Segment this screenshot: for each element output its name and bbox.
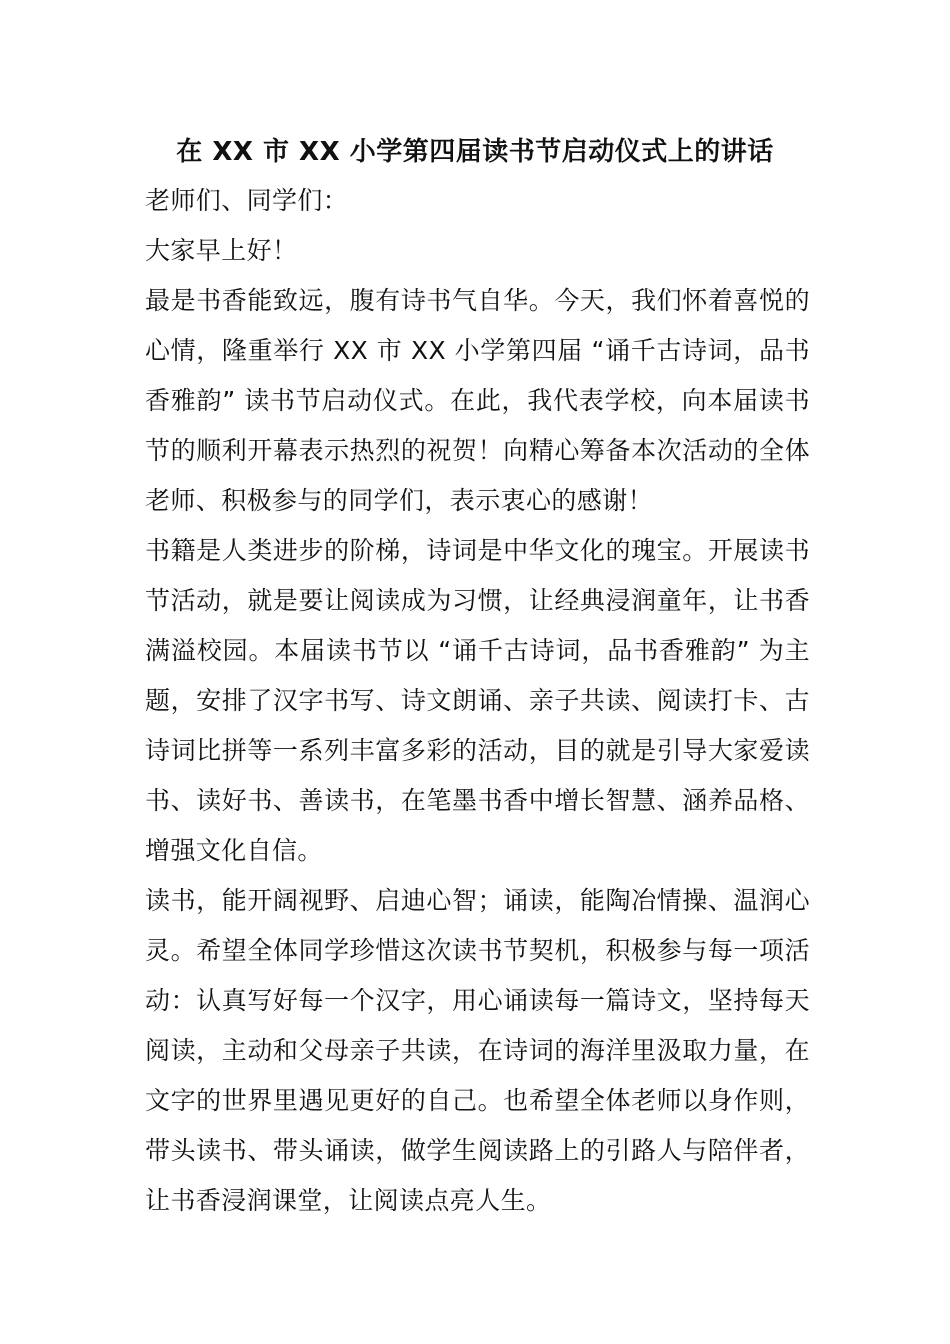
greeting: 大家早上好！ xyxy=(145,236,298,265)
paragraph-3: 读书，能开阔视野、启迪心智；诵读，能陶冶情操、温润心灵。希望全体同学珍惜这次读书节契机，积极参与每一项活动：认真写好每一个汉字，用心诵读每一篇诗文，坚持每天阅读，主动和父母亲子共读，在诗词的海洋里汲取力量，在文字的世界里遇见更好的自己。也希望全体老师以身作则，带头读书、带头诵读，做学生阅读路上的引路人与陪伴者，让书香浸润课堂，让阅读点亮人生。 xyxy=(145,886,810,1215)
paragraph-1: 最是书香能致远，腹有诗书气自华。今天，我们怀着喜悦的心情，隆重举行 XX 市 XX 小学第四届 “诵千古诗词，品书香雅韵” 读书节启动仪式。在此，我代表学校，向本届读书节的顺利开幕表示热烈的祝贺！向精心筹备本次活动的全体老师、积极参与的同学们，表示衷心的感谢！ xyxy=(145,286,810,515)
document-title: 在 XX 市 XX 小学第四届读书节启动仪式上的讲话 xyxy=(176,137,774,167)
document-body xyxy=(145,176,810,1226)
salutation: 老师们、同学们： xyxy=(145,186,349,215)
paragraph-2: 书籍是人类进步的阶梯，诗词是中华文化的瑰宝。开展读书节活动，就是要让阅读成为习惯，让经典浸润童年，让书香满溢校园。本届读书节以 “诵千古诗词，品书香雅韵” 为主题，安排了汉字书写、诗文朗诵、亲子共读、阅读打卡、古诗词比拼等一系列丰富多彩的活动，目的就是引导大家爱读书、读好书、善读书，在笔墨书香中增长智慧、涵养品格、增强文化自信。 xyxy=(145,536,810,865)
